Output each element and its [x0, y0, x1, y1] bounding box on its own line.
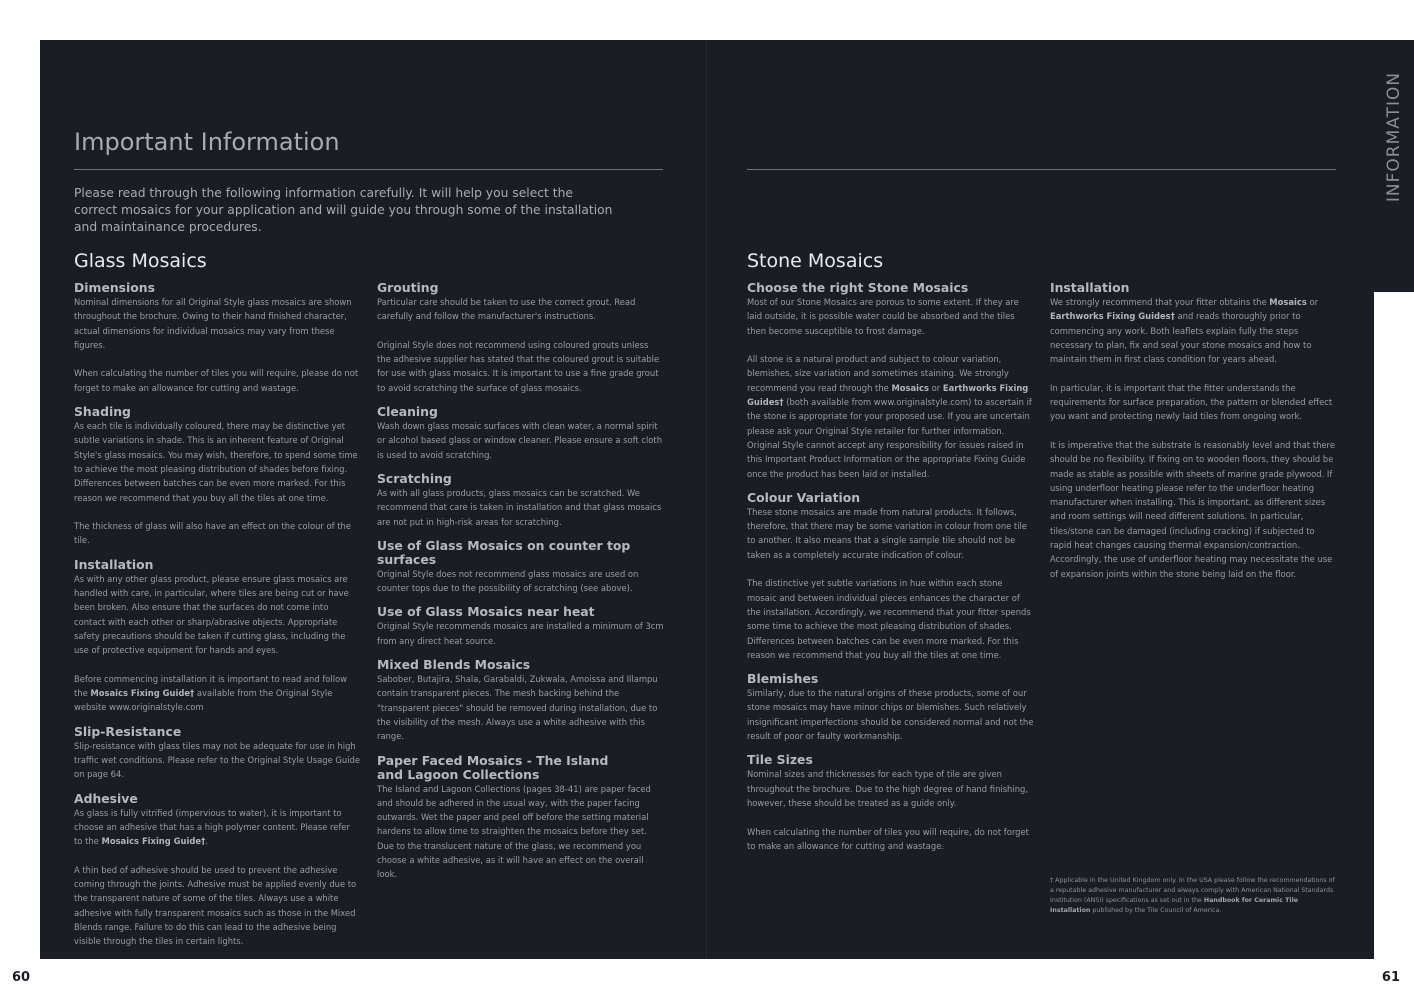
page-gutter [706, 40, 707, 959]
tile-sizes-text-2: When calculating the number of tiles you will require, do not forget to make an allowance for cutting and wastage. [747, 826, 1029, 851]
counter-top-heading: Use of Glass Mosaics on counter top surfaces [377, 537, 631, 567]
stone-mosaics-title: Stone Mosaics [747, 250, 884, 272]
glass-column-2 [377, 281, 664, 892]
footnote: † Applicable in the United Kingdom only. In the USA please follow the recommendations of a reputable adhesive manufacturer and always comply with American National Standards Institution (ANSI) specifications as set out in the Handbook for Ceramic Tile Installation published by the Tile Council of America. [1050, 877, 1335, 914]
adhesive-heading: Adhesive [74, 790, 138, 806]
glass-column-1 [74, 281, 361, 959]
adhesive-text-1: As glass is fully vitrified (impervious to water), it is important to choose an adhesive that has a high polymer content. Please refer to the Mosaics Fixing Guide†. [74, 807, 350, 847]
blemishes-heading: Blemishes [747, 671, 819, 687]
grouting-heading: Grouting [377, 280, 439, 295]
cleaning-heading: Cleaning [377, 404, 438, 420]
shading-heading: Shading [74, 404, 131, 420]
stone-installation-text-2: In particular, it is important that the fitter understands the requirements for surface preparation, the pattern or blended effect you want and protecting newly laid tiles from ongoing work. [1050, 382, 1333, 422]
stone-column-1 [747, 281, 1034, 863]
intro-text: Please read through the following information carefully. It will help you select the correct mosaics for your application and will guide you through some of the installation and maintainance procedures. [74, 186, 613, 234]
stone-installation-text-3: It is imperative that the substrate is reasonably level and that there should be no flexibility. If fixing on to wooden floors, they should be made as stable as possible with sheets of marine grade plywood. If using underfloor heating please refer to the underfloor heating manufacturer when installing. This is important, as different sizes and room settings will need different solutions. In particular, tiles/stone can be damaged (including cracking) if subjected to rapid heat changes causing thermal expansion/contraction. Accordingly, the use of underfloor heating may necessitate the use of expansion joints within the stone being laid on the floor. [1050, 439, 1335, 579]
blemishes-text: Similarly, due to the natural origins of these products, some of our stone mosaics may have minor chips or blemishes. Such relatively insignificant imperfections should be considered normal and not the result of poor or faulty workmanship. [747, 688, 1034, 742]
information-tab-label: INFORMATION [1384, 71, 1404, 203]
stone-installation-heading: Installation [1050, 280, 1130, 295]
choose-stone-text-2: All stone is a natural product and subject to colour variation, blemishes, size variation and sometimes staining. We strongly recommend you read through the Mosaics or Earthworks Fixing Guides† (both available from www.originalstyle.com) to ascertain if the stone is appropriate for your proposed use. If you are uncertain please ask your Original Style retailer for further information. Original Style cannot accept any responsibility for issues raised in this Important Product Information or the appropriate Fixing Guide once the product has been laid or installed. [747, 354, 1032, 479]
mosaics-guide-ref: Mosaics [891, 382, 929, 393]
counter-top-text: Original Style does not recommend glass mosaics are used on counter tops due to the possibility of scratching (see above). [377, 568, 639, 594]
mosaics-fixing-guide-ref: Mosaics Fixing Guide† [90, 688, 195, 699]
page-number-right: 61 [1381, 970, 1400, 985]
tile-sizes-text-1: Nominal sizes and thicknesses for each type of tile are given throughout the brochure. Due to the high degree of hand finishing, however, these should be treated as a guide only. [747, 769, 1028, 808]
earthworks-guide-ref: Earthworks Fixing Guides† [747, 382, 1029, 408]
dimensions-heading: Dimensions [74, 280, 155, 295]
title-rule-right [747, 169, 1336, 170]
stone-installation-text-1: We strongly recommend that your fitter obtains the Mosaics or Earthworks Fixing Guides† and reads thoroughly prior to commencing any work. Both leaflets explain fully the steps necessary to plan, fix and seal your stone mosaics and how to maintain them in first class condition for years ahead. [1050, 297, 1319, 365]
colour-variation-heading: Colour Variation [747, 489, 861, 505]
handbook-ref: Handbook for Ceramic Tile Installation [1050, 897, 1298, 914]
mosaics-fixing-guide-ref: Mosaics Fixing Guide† [101, 836, 206, 847]
installation-text-2: Before commencing installation it is important to read and follow the Mosaics Fixing Guide† available from the Original Style website www.originalstyle.com [74, 673, 348, 713]
colour-variation-text-2: The distinctive yet subtle variations in hue within each stone mosaic and between individual pieces enhances the character of the installation. Accordingly, we recommend that your fitter spends some time to achieve the most pleasing distribution of shades. Differences between batches can be even more marked. For this reason we recommend that you buy all the tiles at one time. [747, 578, 1031, 660]
page-number-left: 60 [12, 970, 31, 985]
stone-column-2 [1050, 281, 1337, 591]
mixed-blends-heading: Mixed Blends Mosaics [377, 657, 531, 673]
title-rule-left [74, 169, 663, 170]
scratching-heading: Scratching [377, 470, 452, 486]
tile-sizes-heading: Tile Sizes [747, 752, 813, 768]
installation-text-1: As with any other glass product, please ensure glass mosaics are handled with care, in particular, where tiles are being cut or have been broken. Also ensure that the surfaces do not come into contact with each other or sharp/abrasive objects. Appropriate safety precautions should be taken if cutting glass, including the use of protective equipment for hands and eyes. [74, 573, 349, 656]
shading-text-2: The thickness of glass will also have an effect on the colour of the tile. [74, 521, 351, 546]
grouting-text-2: Original Style does not recommend using coloured grouts unless the adhesive supplier has stated that the coloured grout is suitable for use with glass mosaics. It is important to use a fine grade grout to avoid scratching the surface of glass mosaics. [377, 339, 660, 393]
cleaning-text: Wash down glass mosaic surfaces with clean water, a normal spirit or alcohol based glass or window cleaner. Please ensure a soft cloth is used to avoid scratching. [377, 421, 663, 460]
mixed-blends-text: Sabober, Butajira, Shala, Garabaldi, Zukwala, Amoissa and Illampu contain transparent pieces. The mesh backing behind the "transparent pieces" should be removed during installation, due to the visibility of the mesh. Always use a white adhesive with this range. [377, 674, 658, 742]
earthworks-guide-ref: Earthworks Fixing Guides† [1050, 311, 1175, 322]
choose-stone-text-1: Most of our Stone Mosaics are porous to some extent. If they are laid outside, it is possible water could be absorbed and the tiles then become susceptible to frost damage. [747, 297, 1019, 336]
near-heat-heading: Use of Glass Mosaics near heat [377, 604, 595, 620]
page-title: Important Information [74, 128, 340, 156]
dimensions-text-2: When calculating the number of tiles you will require, please do not forget to make an allowance for cutting and wastage. [74, 368, 359, 393]
installation-heading: Installation [74, 556, 154, 572]
mosaics-guide-ref: Mosaics [1269, 297, 1307, 307]
scratching-text: As with all glass products, glass mosaics can be scratched. We recommend that care is taken in installation and that glass mosaics are not put in high-risk areas for scratching. [377, 487, 662, 527]
colour-variation-text-1: These stone mosaics are made from natural products. It follows, therefore, that there may be some variation in colour from one tile to another. It also means that a single sample tile should not be taken as a completely accurate indication of colour. [747, 506, 1028, 560]
paper-faced-heading: Paper Faced Mosaics - The Island and Lagoon Collections [377, 752, 609, 782]
choose-stone-heading: Choose the right Stone Mosaics [747, 280, 969, 295]
slip-resistance-text: Slip-resistance with glass tiles may not be adequate for use in high traffic wet conditions. Please refer to the Original Style Usage Guide on page 64. [74, 740, 360, 780]
shading-text-1: As each tile is individually coloured, there may be distinctive yet subtle variations in shade. This is an inherent feature of Original Style's glass mosaics. You may wish, therefore, to spend some time to achieve the most pleasing distribution of shades before fixing. Differences between batches can be even more marked. For this reason we recommend that you buy all the tiles at one time. [74, 421, 358, 503]
near-heat-text: Original Style recommends mosaics are installed a minimum of 3cm from any direct heat source. [377, 621, 664, 646]
dimensions-text-1: Nominal dimensions for all Original Style glass mosaics are shown throughout the brochure. Owing to their hand finished character, actual dimensions for individual mosaics may vary from these figures. [74, 297, 352, 350]
slip-resistance-heading: Slip-Resistance [74, 723, 182, 739]
grouting-text-1: Particular care should be taken to use the correct grout. Read carefully and follow the manufacturer's instructions. [377, 297, 636, 322]
paper-faced-text: The Island and Lagoon Collections (pages 38-41) are paper faced and should be adhered in the usual way, with the paper facing outwards. Wet the paper and peel off before the setting material hardens to allow time to straighten the mosaics before they set. Due to the translucent nature of the glass, we recommend you choose a white adhesive, as it will have an effect on the overall look. [377, 783, 651, 880]
adhesive-text-2: A thin bed of adhesive should be used to prevent the adhesive coming through the joints. Adhesive must be applied evenly due to the transparent nature of some of the tiles. Always use a white adhesive with fully transparent mosaics such as those in the Mixed Blends range. Failure to do this can lead to the adhesive being visible through the tiles in certain lights. [74, 864, 357, 947]
glass-mosaics-title: Glass Mosaics [74, 250, 207, 272]
